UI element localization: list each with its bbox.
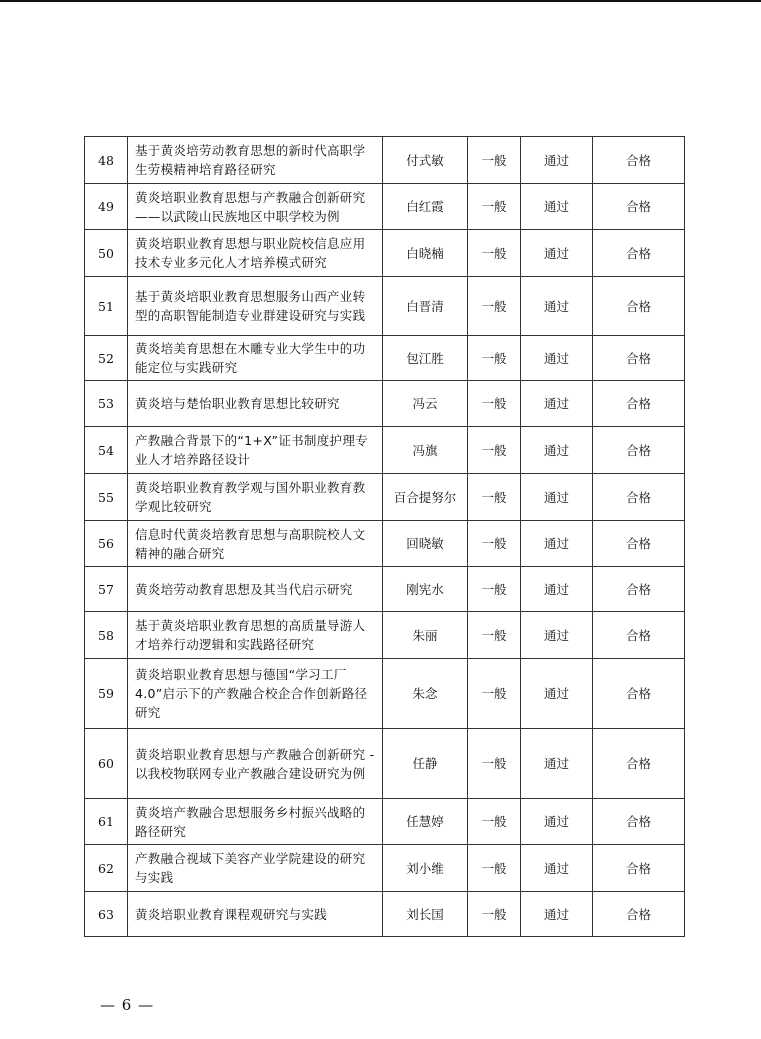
principal-investigator-cell: 百合提努尔 (383, 474, 468, 521)
project-title-cell: 黄炎培职业教育思想与产教融合创新研究 -以我校物联网专业产教融合建设研究为例 (128, 729, 383, 799)
table-row (85, 729, 685, 799)
table-row (85, 845, 685, 892)
principal-investigator-cell: 朱丽 (383, 612, 468, 659)
project-title-cell: 产教融合视域下美容产业学院建设的研究与实践 (128, 845, 383, 892)
row-number-cell: 53 (85, 381, 128, 427)
project-level-cell: 一般 (468, 137, 521, 184)
row-number-cell: 58 (85, 612, 128, 659)
row-number-cell: 60 (85, 729, 128, 799)
table-row (85, 659, 685, 729)
project-title-cell: 产教融合背景下的“1+X”证书制度护理专业人才培养路径设计 (128, 427, 383, 474)
results-table (84, 136, 685, 937)
project-title-cell: 基于黄炎培职业教育思想的高质量导游人才培养行动逻辑和实践路径研究 (128, 612, 383, 659)
project-level-cell: 一般 (468, 799, 521, 845)
table-row (85, 892, 685, 937)
review-result-cell: 合格 (593, 381, 685, 427)
row-number-cell: 51 (85, 277, 128, 336)
project-title-cell: 黄炎培职业教育思想与职业院校信息应用技术专业多元化人才培养模式研究 (128, 230, 383, 277)
review-result-cell: 合格 (593, 336, 685, 381)
review-result-cell: 合格 (593, 230, 685, 277)
project-level-cell: 一般 (468, 659, 521, 729)
project-title-cell: 黄炎培职业教育思想与产教融合创新研究——以武陵山民族地区中职学校为例 (128, 184, 383, 230)
project-title-cell: 基于黄炎培职业教育思想服务山西产业转型的高职智能制造专业群建设研究与实践 (128, 277, 383, 336)
table-row (85, 612, 685, 659)
review-status-cell: 通过 (521, 184, 593, 230)
review-result-cell: 合格 (593, 184, 685, 230)
table-row (85, 521, 685, 567)
principal-investigator-cell: 白红霞 (383, 184, 468, 230)
review-result-cell: 合格 (593, 845, 685, 892)
row-number-cell: 62 (85, 845, 128, 892)
review-result-cell: 合格 (593, 729, 685, 799)
table-row (85, 184, 685, 230)
review-status-cell: 通过 (521, 427, 593, 474)
row-number-cell: 52 (85, 336, 128, 381)
project-title-cell: 信息时代黄炎培教育思想与高职院校人文精神的融合研究 (128, 521, 383, 567)
review-status-cell: 通过 (521, 336, 593, 381)
row-number-cell: 55 (85, 474, 128, 521)
table-row (85, 474, 685, 521)
table-row (85, 381, 685, 427)
row-number-cell: 59 (85, 659, 128, 729)
results-table-body (85, 137, 685, 937)
project-level-cell: 一般 (468, 845, 521, 892)
table-row (85, 336, 685, 381)
principal-investigator-cell: 刘长国 (383, 892, 468, 937)
review-status-cell: 通过 (521, 230, 593, 277)
table-row (85, 799, 685, 845)
row-number-cell: 56 (85, 521, 128, 567)
project-title-cell: 黄炎培职业教育教学观与国外职业教育教学观比较研究 (128, 474, 383, 521)
page-number: — 6 — (100, 996, 155, 1014)
review-result-cell: 合格 (593, 427, 685, 474)
review-status-cell: 通过 (521, 659, 593, 729)
review-result-cell: 合格 (593, 659, 685, 729)
project-level-cell: 一般 (468, 892, 521, 937)
project-level-cell: 一般 (468, 612, 521, 659)
review-result-cell: 合格 (593, 612, 685, 659)
table-row (85, 567, 685, 612)
project-level-cell: 一般 (468, 230, 521, 277)
principal-investigator-cell: 白晓楠 (383, 230, 468, 277)
project-title-cell: 黄炎培产教融合思想服务乡村振兴战略的路径研究 (128, 799, 383, 845)
row-number-cell: 63 (85, 892, 128, 937)
review-result-cell: 合格 (593, 521, 685, 567)
project-level-cell: 一般 (468, 567, 521, 612)
principal-investigator-cell: 冯旗 (383, 427, 468, 474)
project-title-cell: 黄炎培劳动教育思想及其当代启示研究 (128, 567, 383, 612)
project-level-cell: 一般 (468, 277, 521, 336)
row-number-cell: 48 (85, 137, 128, 184)
table-row (85, 137, 685, 184)
principal-investigator-cell: 刚宪水 (383, 567, 468, 612)
review-result-cell: 合格 (593, 137, 685, 184)
review-result-cell: 合格 (593, 892, 685, 937)
row-number-cell: 61 (85, 799, 128, 845)
table-row (85, 230, 685, 277)
row-number-cell: 54 (85, 427, 128, 474)
review-status-cell: 通过 (521, 845, 593, 892)
principal-investigator-cell: 任静 (383, 729, 468, 799)
principal-investigator-cell: 朱念 (383, 659, 468, 729)
project-level-cell: 一般 (468, 381, 521, 427)
review-status-cell: 通过 (521, 277, 593, 336)
project-level-cell: 一般 (468, 521, 521, 567)
review-status-cell: 通过 (521, 729, 593, 799)
project-level-cell: 一般 (468, 336, 521, 381)
principal-investigator-cell: 冯云 (383, 381, 468, 427)
row-number-cell: 49 (85, 184, 128, 230)
project-level-cell: 一般 (468, 474, 521, 521)
review-result-cell: 合格 (593, 567, 685, 612)
project-level-cell: 一般 (468, 427, 521, 474)
review-result-cell: 合格 (593, 474, 685, 521)
review-status-cell: 通过 (521, 799, 593, 845)
review-status-cell: 通过 (521, 137, 593, 184)
review-result-cell: 合格 (593, 277, 685, 336)
project-title-cell: 黄炎培职业教育课程观研究与实践 (128, 892, 383, 937)
review-status-cell: 通过 (521, 381, 593, 427)
project-title-cell: 基于黄炎培劳动教育思想的新时代高职学生劳模精神培育路径研究 (128, 137, 383, 184)
principal-investigator-cell: 包江胜 (383, 336, 468, 381)
principal-investigator-cell: 白晋清 (383, 277, 468, 336)
principal-investigator-cell: 回晓敏 (383, 521, 468, 567)
row-number-cell: 57 (85, 567, 128, 612)
table-row (85, 427, 685, 474)
review-result-cell: 合格 (593, 799, 685, 845)
review-status-cell: 通过 (521, 521, 593, 567)
project-title-cell: 黄炎培职业教育思想与德国“学习工厂4.0”启示下的产教融合校企合作创新路径研究 (128, 659, 383, 729)
project-level-cell: 一般 (468, 729, 521, 799)
review-status-cell: 通过 (521, 474, 593, 521)
principal-investigator-cell: 付式敏 (383, 137, 468, 184)
principal-investigator-cell: 刘小维 (383, 845, 468, 892)
project-title-cell: 黄炎培美育思想在木雕专业大学生中的功能定位与实践研究 (128, 336, 383, 381)
top-rule (0, 0, 761, 2)
project-title-cell: 黄炎培与楚怡职业教育思想比较研究 (128, 381, 383, 427)
review-status-cell: 通过 (521, 892, 593, 937)
principal-investigator-cell: 任慧婷 (383, 799, 468, 845)
review-status-cell: 通过 (521, 612, 593, 659)
table-row (85, 277, 685, 336)
row-number-cell: 50 (85, 230, 128, 277)
project-level-cell: 一般 (468, 184, 521, 230)
review-status-cell: 通过 (521, 567, 593, 612)
